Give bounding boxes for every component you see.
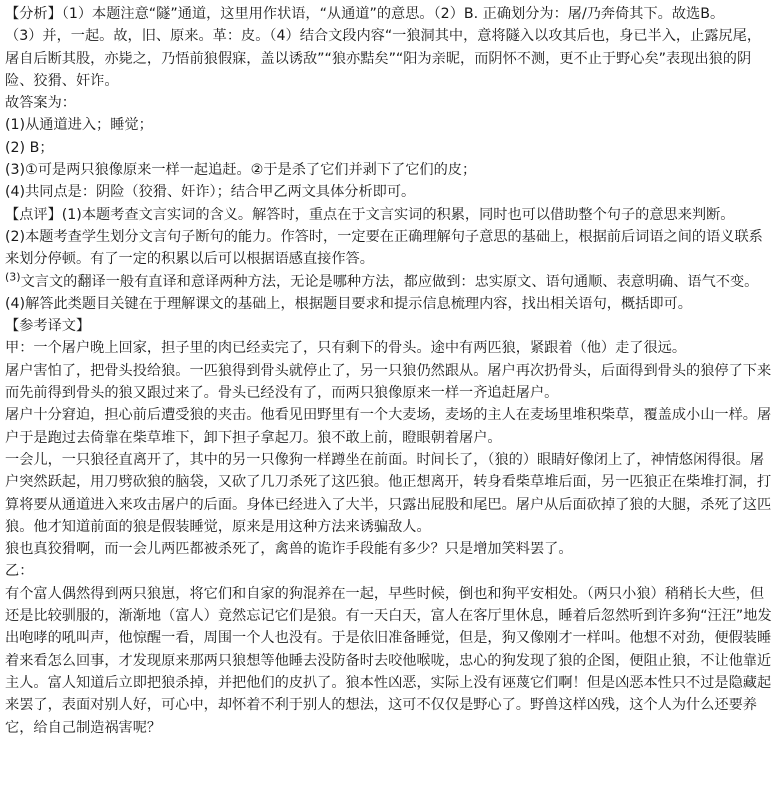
translation-jia-3: 屠户十分窘迫，担心前后遭受狼的夹击。他看见田野里有一个大麦场，麦场的主人在麦场里堆积柴草，覆盖成小山一样。屠户于是跑过去倚靠在柴草堆下，卸下担子拿起刀。狼不敢上前，瞪眼朝着屠户。 <box>5 407 772 446</box>
translation-yi-1: 有个富人偶然得到两只狼崽，将它们和自家的狗混养在一起，早些时候，倒也和狗平安相处。（两只小狼）稍稍长大些，但还是比较驯服的，渐渐地（富人）竟然忘记它们是狼。有一天白天，富人在客厅里休息，睡着后忽然听到许多狗“汪汪”地发出咆哮的吼叫声，他惊醒一看，周围一个人也没有。于是依旧准备睡觉，但是，狗又像刚才一样叫。他想不对劲，便假装睡着来看怎么回事，才发现原来那两只狼想等他睡去没防备时去咬他喉咙，忠心的狗发现了狼的企图，便阻止狼，不让他靠近主人。富人知道后立即把狼杀掉，并把他们的皮扒了。狼本性凶恶，实际上没有诬蔑它们啊！但是凶恶本性只不过是隐藏起来罢了，表面对别人好，可心中，却怀着不利于别人的想法，这可不仅仅是野心了。野兽这样凶残，这个人为什么还要养它，给自己制造祸害呢？ <box>5 585 772 736</box>
answer-2: (2) B； <box>5 139 54 156</box>
translation-jia-5: 狼也真狡猾啊，而一会儿两匹都被杀死了，禽兽的诡诈手段能有多少？只是增加笑料罢了。 <box>5 541 573 558</box>
answer-label: 故答案为： <box>5 95 76 112</box>
translation-jia-1: 甲：一个屠户晚上回家，担子里的肉已经卖完了，只有剩下的骨头。途中有两匹狼，紧跟着（他）走了很远。 <box>5 340 687 357</box>
comment-3-number: (3) <box>5 269 21 283</box>
analysis-point-3-4: （3）并，一起。故，旧、原来。革：皮。（4）结合文段内容“一狼洞其中，意将隧入以攻其后也，身已半入，止露尻尾，屠自后断其股，亦毙之，乃悟前狼假寐，盖以诱敌”“狼亦黠矣”“阳为亲昵，而阴怀不测，更不止于野心矣”表现出狼的阴险、狡猾、奸诈。 <box>5 28 762 89</box>
comment-3 <box>5 271 775 293</box>
comment-1: 【点评】(1)本题考查文言实词的含义。解答时，重点在于文言实词的积累，同时也可以借助整个句子的意思来判断。 <box>5 206 735 223</box>
translation-jia-4: 一会儿，一只狼径直离开了，其中的另一只像狗一样蹲坐在前面。时间长了，（狼的）眼睛好像闭上了，神情悠闲得很。屠户突然跃起，用刀劈砍狼的脑袋，又砍了几刀杀死了这匹狼。他正想离开，转身看柴草堆后面，另一匹狼正在柴堆打洞，打算将要从通道进入来攻击屠户的后面。身体已经进入了大半，只露出屁股和尾巴。屠户从后面砍掉了狼的大腿，杀死了这匹狼。他才知道前面的狼是假装睡觉，原来是用这种方法来诱骗敌人。 <box>5 451 772 535</box>
translation-jia-2: 屠户害怕了，把骨头投给狼。一匹狼得到骨头就停止了，另一只狼仍然跟从。屠户再次扔骨头，后面得到骨头的狼停了下来而先前得到骨头的狼又跟过来了。骨头已经没有了，而两只狼像原来一样一齐追赶屠户。 <box>5 362 772 402</box>
comment-2: (2)本题考查学生划分文言句子断句的能力。作答时，一定要在正确理解句子意思的基础上，根据前后词语之间的语义联系来划分停顿。有了一定的积累以后可以根据语感直接作答。 <box>5 228 763 268</box>
comment-3-text: 文言文的翻译一般有直译和意译两种方法，无论是哪种方法，都应做到：忠实原文、语句通顺、表意明确、语气不变。 <box>20 273 759 290</box>
comment-4: (4)解答此类题目关键在于理解课文的基础上，根据题目要求和提示信息梳理内容，找出相关语句，概括即可。 <box>5 295 692 312</box>
analysis-point-1-2: 【分析】（1）本题注意“隧”通道，这里用作状语，“从通道”的意思。（2）B. 正确划分为：屠/乃奔倚其下。故选B。 <box>5 6 725 22</box>
answer-4: (4)共同点是：阴险（狡猾、奸诈）；结合甲乙两文具体分析即可。 <box>5 184 416 201</box>
translation-title: 【参考译文】 <box>5 318 91 335</box>
answer-1: (1)从通道进入；睡觉； <box>5 117 153 134</box>
answer-3: (3)①可是两只狼像原来一样一起追赶。②于是杀了它们并剥下了它们的皮； <box>5 162 477 179</box>
translation-yi-label: 乙： <box>5 563 34 580</box>
